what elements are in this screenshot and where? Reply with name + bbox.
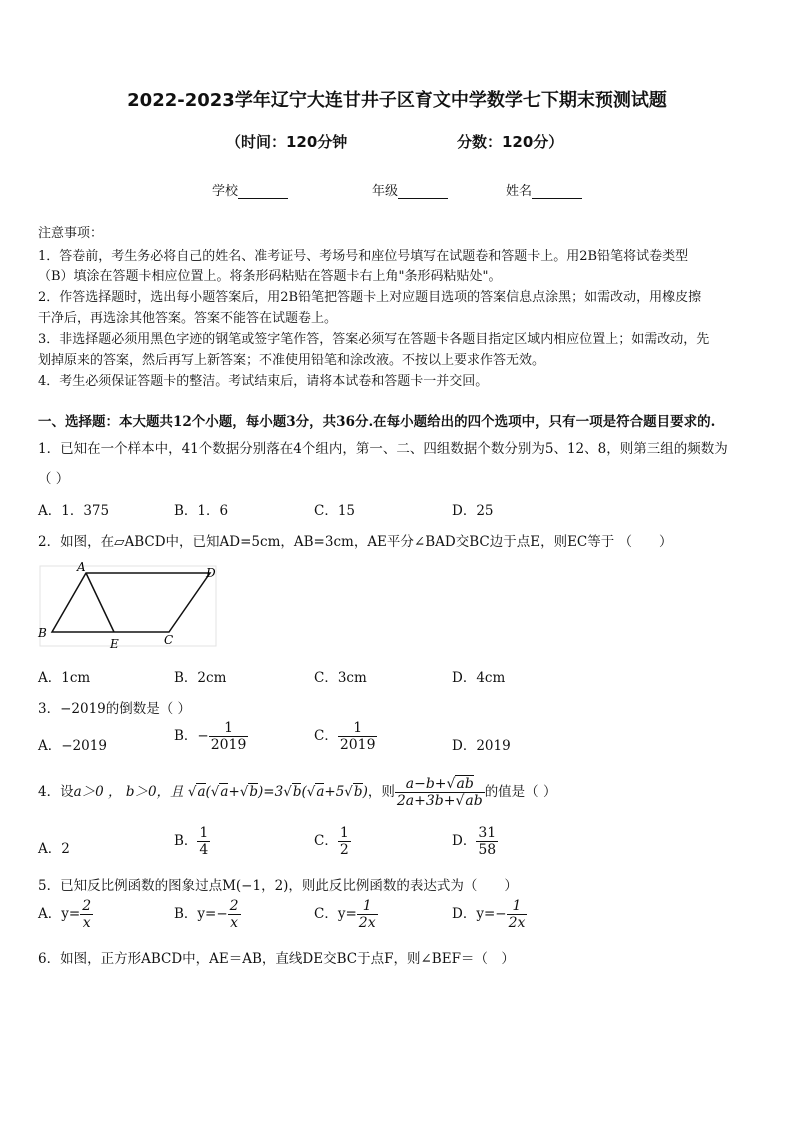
q4-b-num: 1 xyxy=(199,825,209,841)
notes-heading: 注意事项： xyxy=(38,226,104,241)
q3-option-c xyxy=(314,720,377,753)
q5-a-prefix: A．y= xyxy=(38,906,81,923)
label-c: C xyxy=(164,633,174,647)
note-1b: （B）填涂在答题卡相应位置上。将条形码粘贴在答题卡右上角"条形码粘贴处"。 xyxy=(38,269,502,284)
q4-c-num: 1 xyxy=(339,825,349,841)
q4-option-b xyxy=(174,825,210,858)
section-heading: 一、选择题：本大题共12个小题，每小题3分，共36分.在每小题给出的四个选项中，只有一项是符合题目要求的. xyxy=(38,414,716,430)
q5-c-num: 1 xyxy=(362,898,372,914)
q5-text: 5．已知反比例函数的图象过点M(−1，2)，则此反比例函数的表达式为（ ） xyxy=(38,878,518,894)
q3-text: 3．−2019的倒数是（ ） xyxy=(38,701,192,717)
label-e: E xyxy=(110,637,119,651)
q4-b-fraction xyxy=(197,825,210,858)
page-title: 2022-2023学年辽宁大连甘井子区育文中学数学七下期末预测试题 xyxy=(127,90,667,111)
q4-c-fraction xyxy=(338,825,351,858)
q4-b-den: 4 xyxy=(199,842,209,859)
q3-option-a: A．−2019 xyxy=(38,738,107,754)
q3-b-num: 1 xyxy=(224,720,234,736)
q4-text xyxy=(38,776,556,809)
q5-option-a xyxy=(38,898,93,931)
q4-mid: ，则 xyxy=(367,784,395,801)
q5-c-prefix: C．y= xyxy=(314,906,357,923)
school-field xyxy=(212,180,288,199)
q5-d-prefix: D．y=− xyxy=(452,906,507,923)
q5-b-fraction xyxy=(228,898,241,931)
q5-c-den: 2x xyxy=(358,915,376,932)
q3-c-den: 2019 xyxy=(339,737,376,754)
q4-d-prefix: D． xyxy=(452,833,477,850)
q2-text: 2．如图，在▱ABCD中，已知AD=5cm，AB=3cm，AE平分∠BAD交BC边于点E，则EC等于 （ ） xyxy=(38,534,673,550)
q1-option-c: C．15 xyxy=(314,503,356,519)
q1-text: 1．已知在一个样本中，41个数据分别落在4个组内，第一、二、四组数据个数分别为5、12、8，则第三组的频数为 xyxy=(38,441,728,457)
note-3a: 3．非选择题必须用黑色字迹的钢笔或签字笔作答，答案必须写在答题卡各题目指定区域内相应位置上；如需改动，先 xyxy=(38,332,710,347)
q5-d-den: 2x xyxy=(508,915,526,932)
q1-option-a: A．1．375 xyxy=(38,503,110,519)
q5-option-d xyxy=(452,898,527,931)
q4-suffix: 的值是（ ） xyxy=(484,784,557,801)
q5-a-num: 2 xyxy=(82,898,92,914)
q4-d-den: 58 xyxy=(478,842,497,859)
label-b: B xyxy=(38,626,47,640)
q4-option-a: A．2 xyxy=(38,841,70,857)
grade-field xyxy=(372,180,448,199)
label-d: D xyxy=(206,566,216,580)
q1-option-b: B．1．6 xyxy=(174,503,229,519)
q3-option-d: D．2019 xyxy=(452,738,511,754)
q4-d-num: 31 xyxy=(478,825,497,841)
q5-option-b xyxy=(174,898,241,931)
q3-b-fraction xyxy=(209,720,249,753)
grade-label: 年级 xyxy=(372,184,399,199)
q4-equation: √a(√a+√b)=3√b(√a+5√b) xyxy=(187,784,368,801)
name-field xyxy=(506,180,582,199)
school-label: 学校 xyxy=(212,184,239,199)
q5-a-fraction xyxy=(80,898,93,931)
q1-paren: （ ） xyxy=(38,471,70,487)
q4-d-fraction xyxy=(476,825,498,858)
school-blank xyxy=(238,184,288,199)
q5-a-den: x xyxy=(80,914,93,931)
q5-c-fraction xyxy=(357,898,378,931)
q6-text: 6．如图，正方形ABCD中，AE＝AB，直线DE交BC于点F，则∠BEF＝（ ） xyxy=(38,951,515,967)
parallelogram-figure xyxy=(36,560,226,652)
q3-c-prefix: C． xyxy=(314,728,338,745)
grade-blank xyxy=(398,184,448,199)
q3-c-num: 1 xyxy=(353,720,363,736)
note-2b: 干净后，再选涂其他答案。答案不能答在试题卷上。 xyxy=(38,311,338,326)
q4-c-den: 2 xyxy=(339,842,349,859)
q5-b-prefix: B．y=− xyxy=(174,906,228,923)
q5-option-c xyxy=(314,898,378,931)
q4-b-prefix: B． xyxy=(174,833,198,850)
note-2a: 2．作答选择题时，选出每小题答案后，用2B铅笔把答题卡上对应题目选项的答案信息点涂黑；如需改动，用橡皮擦 xyxy=(38,290,702,305)
q4-option-d xyxy=(452,825,498,858)
q2-option-b: B．2cm xyxy=(174,670,227,686)
q3-c-fraction xyxy=(338,720,378,753)
exam-score: 分数：120分） xyxy=(457,133,564,151)
exam-time: （时间：120分钟 xyxy=(226,133,348,151)
q4-expression: $\frac{a-b+√ab}{2a+3b+√ab}$ xyxy=(396,776,483,810)
q4-c-prefix: C． xyxy=(314,833,338,850)
label-a: A xyxy=(77,560,86,574)
name-blank xyxy=(532,184,582,199)
q5-b-den: x xyxy=(228,914,241,931)
q3-b-prefix: B．− xyxy=(174,728,209,745)
parallelogram-shape xyxy=(52,573,210,632)
q4-option-c xyxy=(314,825,351,858)
note-1a: 1．答卷前，考生务必将自己的姓名、准考证号、考场号和座位号填写在试题卷和答题卡上。用2B铅笔将试卷类型 xyxy=(38,249,689,264)
q2-option-c: C．3cm xyxy=(314,670,367,686)
q2-option-a: A．1cm xyxy=(38,670,91,686)
q3-b-den: 2019 xyxy=(210,737,247,754)
bisector-ae xyxy=(86,573,114,632)
q1-option-d: D．25 xyxy=(452,503,494,519)
name-label: 姓名 xyxy=(506,184,533,199)
q5-b-num: 2 xyxy=(229,898,239,914)
note-3b: 划掉原来的答案，然后再写上新答案；不准使用铅笔和涂改液。不按以上要求作答无效。 xyxy=(38,353,546,368)
q2-option-d: D．4cm xyxy=(452,670,506,686)
q5-d-fraction xyxy=(507,898,528,931)
q4-condition: a＞0 ， b＞0，且 xyxy=(73,784,184,801)
q5-d-num: 1 xyxy=(512,898,522,914)
q4-prefix: 4．设 xyxy=(38,784,74,801)
note-4: 4．考生必须保证答题卡的整洁。考试结束后，请将本试卷和答题卡一并交回。 xyxy=(38,374,489,389)
q3-option-b xyxy=(174,720,248,753)
